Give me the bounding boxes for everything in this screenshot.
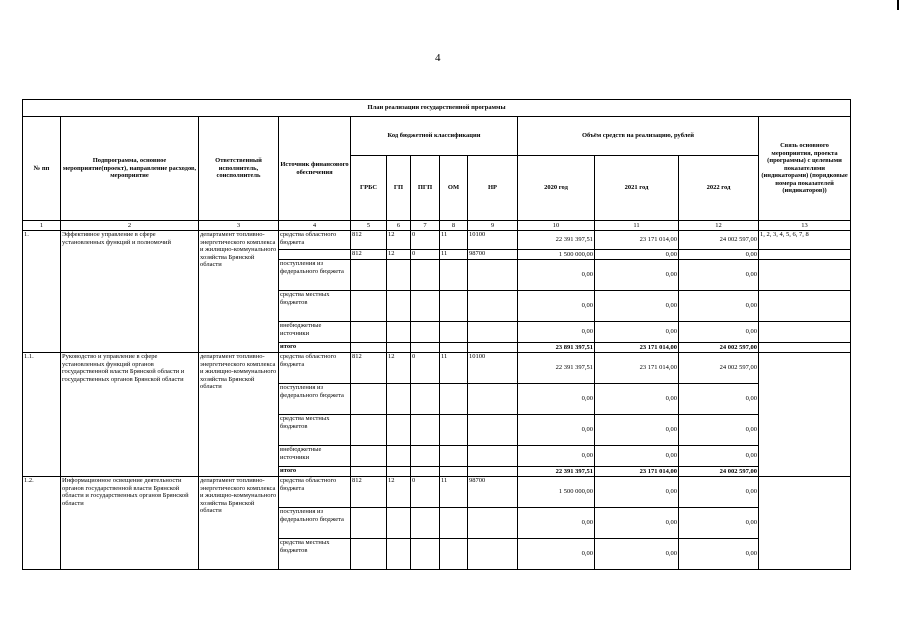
row-grbs <box>351 415 387 446</box>
row-link-empty <box>759 250 851 260</box>
row-source: итого <box>279 467 351 477</box>
row-source: итого <box>279 343 351 353</box>
col-number: 13 <box>759 221 851 231</box>
header-2022: 2022 год <box>679 156 759 221</box>
row-y2020: 0,00 <box>518 260 595 291</box>
row-link-empty <box>759 291 851 322</box>
row-gp <box>387 415 411 446</box>
row-y2022: 0,00 <box>679 446 759 467</box>
col-number: 9 <box>468 221 518 231</box>
row-gp <box>387 260 411 291</box>
row-pgp <box>411 446 440 467</box>
row-executor: департамент топливно-энергетического комплекса и жилищно-коммунального хозяйства Брянской области <box>199 353 279 477</box>
row-y2020: 0,00 <box>518 322 595 343</box>
row-om: 11 <box>440 231 468 250</box>
row-gp <box>387 539 411 570</box>
row-grbs <box>351 384 387 415</box>
header-num: № пп <box>23 117 61 221</box>
header-np: НР <box>468 156 518 221</box>
row-gp <box>387 291 411 322</box>
page-number: 4 <box>435 52 441 64</box>
col-number: 3 <box>199 221 279 231</box>
row-gp: 12 <box>387 353 411 384</box>
row-np <box>468 415 518 446</box>
row-grbs <box>351 539 387 570</box>
row-pgp <box>411 343 440 353</box>
plan-table <box>22 99 851 570</box>
row-np <box>468 446 518 467</box>
row-name: Информационное освещение деятельности органов государственной власти Брянской области и государственных органов Брянской области <box>61 477 199 570</box>
row-y2022: 24 002 597,00 <box>679 343 759 353</box>
row-gp <box>387 343 411 353</box>
row-np: 10100 <box>468 353 518 384</box>
row-np <box>468 322 518 343</box>
row-np <box>468 508 518 539</box>
row-pgp <box>411 539 440 570</box>
row-y2020: 0,00 <box>518 508 595 539</box>
row-pgp <box>411 291 440 322</box>
row-om <box>440 446 468 467</box>
row-pgp: 0 <box>411 231 440 250</box>
row-source: средства местных бюджетов <box>279 291 351 322</box>
col-number: 2 <box>61 221 199 231</box>
row-link <box>759 477 851 570</box>
col-number: 4 <box>279 221 351 231</box>
header-grbs: ГРБС <box>351 156 387 221</box>
row-y2021: 0,00 <box>595 539 679 570</box>
edge-mark <box>897 0 899 10</box>
row-grbs: 812 <box>351 353 387 384</box>
row-y2020: 0,00 <box>518 291 595 322</box>
row-y2021: 0,00 <box>595 260 679 291</box>
row-om <box>440 291 468 322</box>
table-title: План реализации государственной программы <box>23 100 851 117</box>
col-number: 12 <box>679 221 759 231</box>
header-executor: Ответственный исполнитель, соисполнитель <box>199 117 279 221</box>
row-y2021: 23 171 014,00 <box>595 231 679 250</box>
row-y2021: 0,00 <box>595 250 679 260</box>
table-row <box>23 231 851 250</box>
header-link: Связь основного мероприятия, проекта (программы) с целевыми показателями (индикаторами) (порядковые номера показателей (индикаторов)) <box>759 117 851 221</box>
row-y2020: 23 891 397,51 <box>518 343 595 353</box>
row-y2022: 24 002 597,00 <box>679 231 759 250</box>
row-link: 1, 2, 3, 4, 5, 6, 7, 8 <box>759 231 851 250</box>
row-np <box>468 384 518 415</box>
row-gp: 12 <box>387 250 411 260</box>
row-pgp <box>411 322 440 343</box>
col-number: 6 <box>387 221 411 231</box>
row-gp <box>387 508 411 539</box>
row-source: средства местных бюджетов <box>279 415 351 446</box>
row-grbs <box>351 291 387 322</box>
col-number: 7 <box>411 221 440 231</box>
row-source: поступления из федерального бюджета <box>279 508 351 539</box>
row-num: 1.2. <box>23 477 61 570</box>
row-om <box>440 415 468 446</box>
row-np: 98700 <box>468 477 518 508</box>
row-np <box>468 291 518 322</box>
row-np <box>468 343 518 353</box>
row-pgp <box>411 415 440 446</box>
row-pgp <box>411 508 440 539</box>
row-pgp: 0 <box>411 477 440 508</box>
header-2021: 2021 год <box>595 156 679 221</box>
row-y2022: 0,00 <box>679 291 759 322</box>
col-number: 8 <box>440 221 468 231</box>
row-np <box>468 539 518 570</box>
row-source: поступления из федерального бюджета <box>279 260 351 291</box>
row-om <box>440 343 468 353</box>
row-y2021: 0,00 <box>595 508 679 539</box>
row-om <box>440 539 468 570</box>
col-number: 5 <box>351 221 387 231</box>
col-number: 11 <box>595 221 679 231</box>
row-om <box>440 467 468 477</box>
row-executor: департамент топливно-энергетического комплекса и жилищно-коммунального хозяйства Брянской области <box>199 477 279 570</box>
row-y2021: 0,00 <box>595 477 679 508</box>
row-grbs: 812 <box>351 231 387 250</box>
col-number: 1 <box>23 221 61 231</box>
row-gp: 12 <box>387 477 411 508</box>
header-funds: Объём средств на реализацию, рублей <box>518 117 759 156</box>
row-source: средства областного бюджета <box>279 231 351 250</box>
row-grbs <box>351 322 387 343</box>
header-2020: 2020 год <box>518 156 595 221</box>
row-y2022: 24 002 597,00 <box>679 353 759 384</box>
row-executor: департамент топливно-энергетического комплекса и жилищно-коммунального хозяйства Брянской области <box>199 231 279 353</box>
row-num: 1. <box>23 231 61 353</box>
row-om: 11 <box>440 353 468 384</box>
row-y2020: 0,00 <box>518 415 595 446</box>
row-y2022: 24 002 597,00 <box>679 467 759 477</box>
row-grbs <box>351 260 387 291</box>
header-subprogram: Подпрограмма, основное мероприятие(проект), направление расходов, мероприятие <box>61 117 199 221</box>
row-y2021: 23 171 014,00 <box>595 343 679 353</box>
row-np <box>468 467 518 477</box>
row-y2022: 0,00 <box>679 508 759 539</box>
row-source: средства местных бюджетов <box>279 539 351 570</box>
row-om: 11 <box>440 250 468 260</box>
row-source: поступления из федерального бюджета <box>279 384 351 415</box>
row-y2022: 0,00 <box>679 260 759 291</box>
row-name: Эффективное управление в сфере установленных функций и полномочий <box>61 231 199 353</box>
row-om <box>440 384 468 415</box>
header-om: ОМ <box>440 156 468 221</box>
row-grbs: 812 <box>351 250 387 260</box>
row-pgp: 0 <box>411 250 440 260</box>
row-y2020: 22 391 397,51 <box>518 353 595 384</box>
row-source: внебюджетные источники <box>279 446 351 467</box>
row-np: 10100 <box>468 231 518 250</box>
row-source <box>279 250 351 260</box>
row-y2022: 0,00 <box>679 477 759 508</box>
header-source: Источник финансового обеспечения <box>279 117 351 221</box>
row-om <box>440 508 468 539</box>
row-y2020: 0,00 <box>518 539 595 570</box>
row-y2021: 0,00 <box>595 446 679 467</box>
row-pgp <box>411 260 440 291</box>
row-gp <box>387 467 411 477</box>
col-number: 10 <box>518 221 595 231</box>
row-y2020: 1 500 000,00 <box>518 477 595 508</box>
header-pgp: ПГП <box>411 156 440 221</box>
row-y2022: 0,00 <box>679 250 759 260</box>
row-gp <box>387 384 411 415</box>
row-source: средства областного бюджета <box>279 477 351 508</box>
row-grbs <box>351 508 387 539</box>
row-num: 1.1. <box>23 353 61 477</box>
row-y2022: 0,00 <box>679 415 759 446</box>
row-pgp <box>411 467 440 477</box>
row-source: средства областного бюджета <box>279 353 351 384</box>
row-y2021: 23 171 014,00 <box>595 353 679 384</box>
table-row <box>23 353 851 384</box>
row-gp: 12 <box>387 231 411 250</box>
row-name: Руководство и управление в сфере установленных функций органов государственной власти Брянской области и государственных органов Брянской области <box>61 353 199 477</box>
row-y2021: 23 171 014,00 <box>595 467 679 477</box>
row-pgp: 0 <box>411 353 440 384</box>
row-y2021: 0,00 <box>595 384 679 415</box>
row-np <box>468 260 518 291</box>
row-grbs <box>351 446 387 467</box>
row-y2022: 0,00 <box>679 322 759 343</box>
row-y2020: 22 391 397,51 <box>518 467 595 477</box>
row-source: внебюджетные источники <box>279 322 351 343</box>
row-link-empty <box>759 343 851 353</box>
row-link-empty <box>759 260 851 291</box>
row-gp <box>387 322 411 343</box>
row-y2021: 0,00 <box>595 291 679 322</box>
row-np: 98700 <box>468 250 518 260</box>
row-om <box>440 322 468 343</box>
row-y2020: 22 391 397,51 <box>518 231 595 250</box>
row-y2020: 0,00 <box>518 384 595 415</box>
row-y2021: 0,00 <box>595 415 679 446</box>
row-grbs <box>351 343 387 353</box>
row-gp <box>387 446 411 467</box>
row-pgp <box>411 384 440 415</box>
row-y2020: 0,00 <box>518 446 595 467</box>
table-row <box>23 477 851 508</box>
row-y2020: 1 500 000,00 <box>518 250 595 260</box>
row-y2022: 0,00 <box>679 539 759 570</box>
row-link-empty <box>759 322 851 343</box>
header-budget-code: Код бюджетной классификации <box>351 117 518 156</box>
header-gp: ГП <box>387 156 411 221</box>
row-om <box>440 260 468 291</box>
row-om: 11 <box>440 477 468 508</box>
row-y2022: 0,00 <box>679 384 759 415</box>
row-grbs <box>351 467 387 477</box>
row-link <box>759 353 851 477</box>
row-grbs: 812 <box>351 477 387 508</box>
row-y2021: 0,00 <box>595 322 679 343</box>
